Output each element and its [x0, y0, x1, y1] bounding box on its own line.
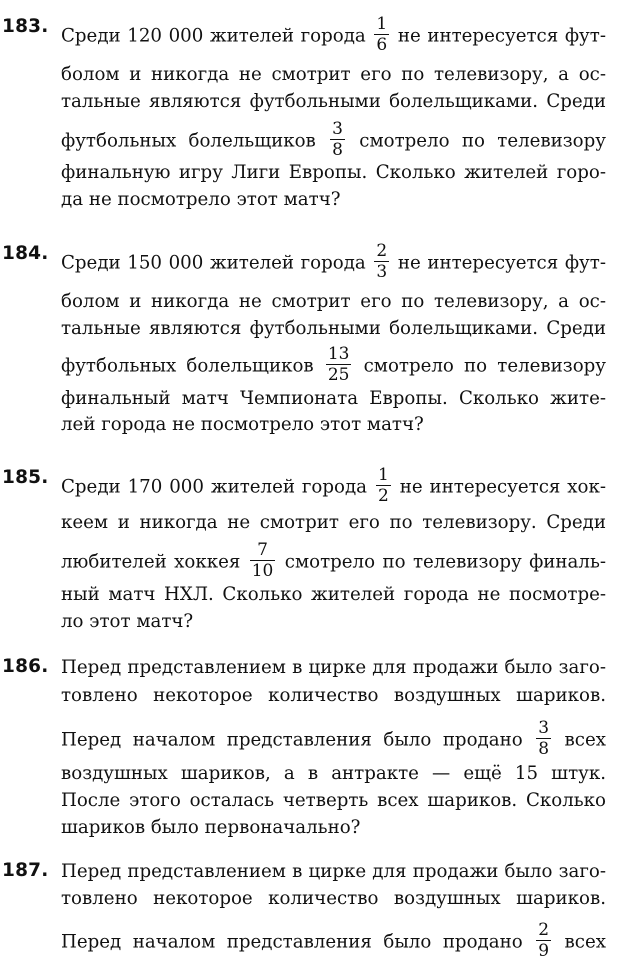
text-line: Перед началом представления было продано $\frac{3}{8}$ всех [61, 718, 606, 759]
text-line: лей города не посмотрело этот матч? [61, 414, 424, 435]
problem-number: 185. [2, 467, 49, 488]
text-line: болом и никогда не смотрит его по телевизору, а ос- [61, 64, 606, 85]
text-line: кеем и никогда не смотрит его по телевизору. Среди [61, 512, 606, 533]
text-line: Среди 170 000 жителей города $\frac{1}{2}$ не интересуется хок- [61, 465, 606, 506]
text-line: товлено некоторое количество воздушных шариков. [61, 685, 606, 706]
text-line: тальные являются футбольными болельщиками. Среди [61, 318, 606, 339]
problem-number: 186. [2, 656, 49, 677]
text-line: Перед представлением в цирке для продажи было загo- [61, 657, 606, 678]
fraction: $\frac{3}{8}$ [332, 119, 343, 160]
text-line: ло этот матч? [61, 611, 194, 632]
text-line: тальные являются футбольными болельщиками. Среди [61, 91, 606, 112]
fraction: $\frac{2}{9}$ [538, 920, 550, 961]
problem-number: 183. [2, 16, 49, 37]
problem-number: 187. [2, 860, 49, 881]
text-line: После этого осталась четверть всех шариков. Сколько [61, 790, 606, 811]
text-line: футбольных болельщиков $\frac{13}{25}$ смотрело по телевизору [61, 344, 606, 385]
text-line: шариков было первоначально? [61, 817, 361, 838]
text-line: воздушных шариков, а в антракте — ещё 15 штук. [61, 763, 606, 784]
fraction: $\frac{7}{10}$ [251, 540, 274, 581]
text-line: финальную игру Лиги Европы. Сколько жителей горо- [61, 162, 606, 183]
text-line: футбольных болельщиков $\frac{3}{8}$ смотрело по телевизору [61, 119, 606, 160]
text-line: любителей хоккея $\frac{7}{10}$ смотрело по телевизору финаль- [61, 540, 606, 581]
text-line: Перед началом представления было продано $\frac{2}{9}$ всех [61, 920, 606, 961]
fraction: $\frac{2}{3}$ [376, 241, 388, 282]
text-line: финальный матч Чемпионата Европы. Сколько жите- [61, 388, 606, 409]
fraction: $\frac{1}{6}$ [376, 14, 388, 55]
fraction: $\frac{3}{8}$ [538, 718, 550, 759]
fraction: $\frac{1}{2}$ [377, 465, 389, 506]
text-line: товлено некоторое количество воздушных шариков. [61, 888, 606, 909]
fraction: $\frac{13}{25}$ [327, 344, 350, 385]
text-line: да не посмотрело этот матч? [61, 189, 341, 210]
problem-number: 184. [2, 243, 49, 264]
text-line: ный матч НХЛ. Сколько жителей города не посмотре- [61, 584, 606, 605]
text-line: Среди 150 000 жителей города $\frac{2}{3}$ не интересуется фут- [61, 241, 606, 282]
text-line: болом и никогда не смотрит его по телевизору, а ос- [61, 291, 606, 312]
text-line: Перед представлением в цирке для продажи было загo- [61, 861, 606, 882]
text-line: Среди 120 000 жителей города $\frac{1}{6}$ не интересуется фут- [61, 14, 606, 55]
